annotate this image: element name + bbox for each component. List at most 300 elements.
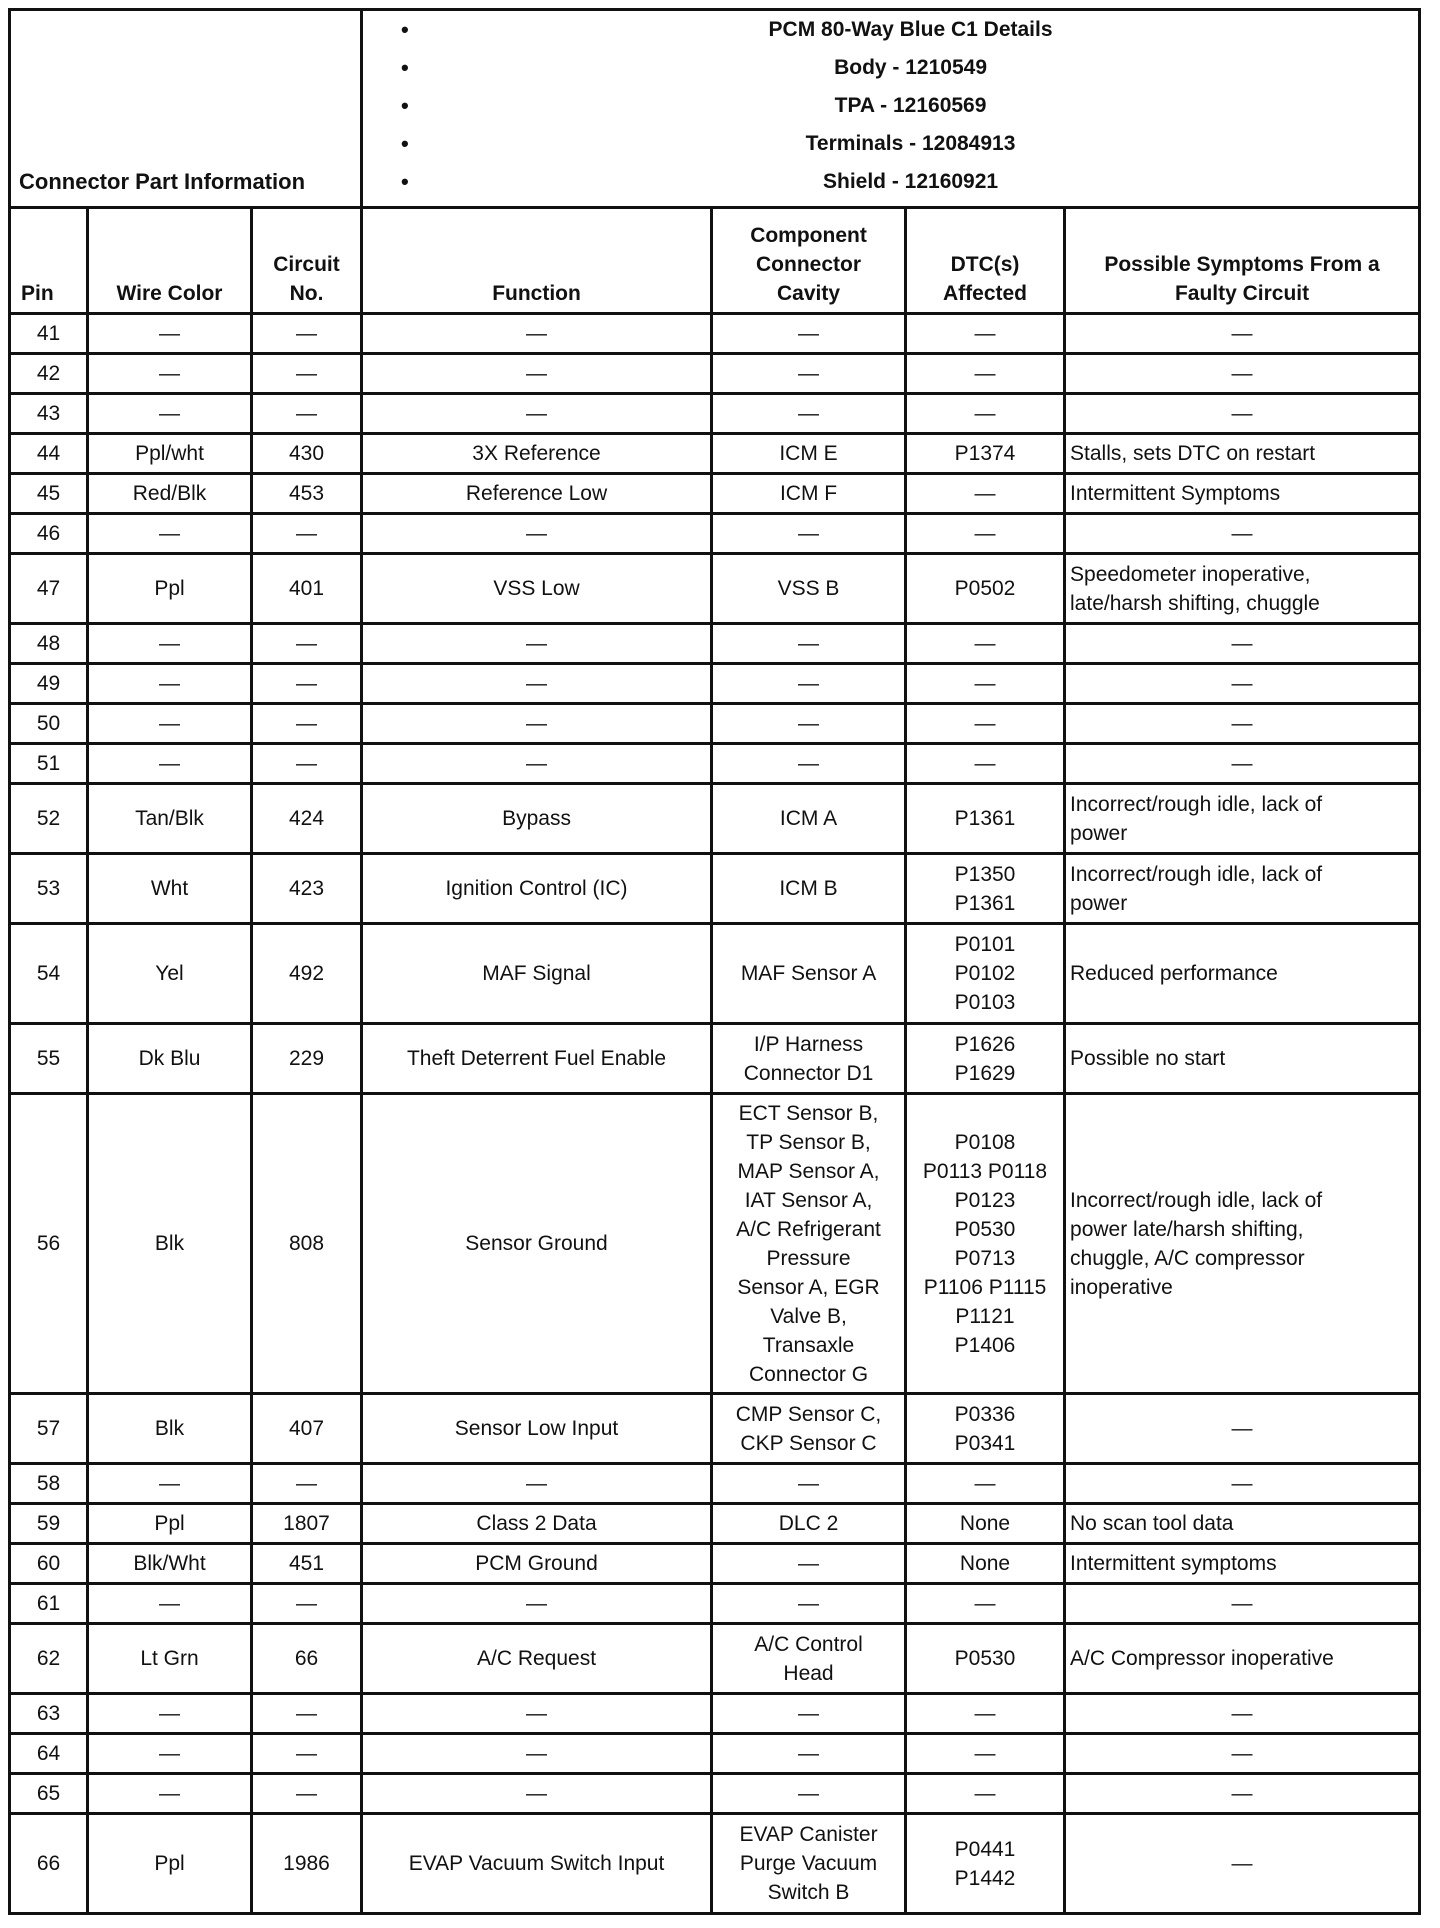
text-line: — bbox=[1231, 752, 1253, 775]
text-line: CKP Sensor C bbox=[740, 1431, 877, 1455]
table-row bbox=[10, 434, 1420, 474]
text-line: P0530 bbox=[954, 1217, 1016, 1241]
wire-color-cell: Blk/Wht bbox=[88, 1544, 252, 1584]
text-line: Speedometer inoperative, bbox=[1070, 562, 1311, 586]
pin-cell: 46 bbox=[10, 514, 88, 554]
text-line: None bbox=[959, 1552, 1011, 1575]
pin-cell: 51 bbox=[10, 744, 88, 784]
text-line: Reduced performance bbox=[1070, 962, 1278, 985]
text-line: Circuit bbox=[273, 253, 340, 276]
text-line: P0341 bbox=[954, 1431, 1016, 1455]
symptoms-cell bbox=[1065, 434, 1420, 474]
cavity-cell bbox=[712, 314, 906, 354]
symptoms-cell bbox=[1065, 314, 1420, 354]
wire-color-cell: — bbox=[88, 1774, 252, 1814]
table-row bbox=[10, 1624, 1420, 1694]
wire-color-cell: — bbox=[88, 1464, 252, 1504]
text-line: P1361 bbox=[954, 807, 1016, 830]
text-line: MAF Sensor A bbox=[740, 962, 877, 985]
symptoms-cell bbox=[1065, 394, 1420, 434]
circuit-cell: — bbox=[252, 354, 362, 394]
table-row bbox=[10, 474, 1420, 514]
cavity-cell bbox=[712, 514, 906, 554]
cavity-cell bbox=[712, 1814, 906, 1914]
circuit-cell: — bbox=[252, 314, 362, 354]
dtc-cell bbox=[906, 664, 1065, 704]
cavity-cell bbox=[712, 1024, 906, 1094]
pin-cell: 44 bbox=[10, 434, 88, 474]
text-line: Possible no start bbox=[1070, 1047, 1226, 1070]
text-line: — bbox=[1231, 402, 1253, 425]
text-line: — bbox=[798, 712, 820, 735]
text-line: P0101 bbox=[954, 933, 1016, 956]
text-line: P1121 bbox=[955, 1304, 1015, 1328]
dtc-cell bbox=[906, 314, 1065, 354]
text-line: MAP Sensor A, bbox=[737, 1159, 880, 1183]
dtc-cell bbox=[906, 394, 1065, 434]
cavity-cell bbox=[712, 704, 906, 744]
dtc-cell bbox=[906, 354, 1065, 394]
circuit-cell: 66 bbox=[252, 1624, 362, 1694]
pin-cell: 61 bbox=[10, 1584, 88, 1624]
symptoms-cell bbox=[1065, 514, 1420, 554]
text-line: Purge Vacuum bbox=[739, 1852, 878, 1875]
text-line: Sensor A, EGR bbox=[737, 1275, 880, 1299]
text-line: — bbox=[974, 1702, 996, 1725]
cavity-cell bbox=[712, 784, 906, 854]
dtc-cell bbox=[906, 624, 1065, 664]
text-line: — bbox=[974, 1742, 996, 1765]
text-line: P1629 bbox=[954, 1061, 1016, 1085]
wire-color-cell: — bbox=[88, 394, 252, 434]
connector-part-info-title: Connector Part Information bbox=[10, 10, 362, 208]
text-line: power bbox=[1070, 821, 1128, 845]
connector-details bbox=[362, 10, 1420, 208]
function-cell: — bbox=[362, 704, 712, 744]
bullet-icon: • bbox=[401, 17, 409, 42]
table-row bbox=[10, 514, 1420, 554]
text-line: — bbox=[798, 362, 820, 385]
pin-cell: 62 bbox=[10, 1624, 88, 1694]
table-row bbox=[10, 704, 1420, 744]
pin-cell: 42 bbox=[10, 354, 88, 394]
dtc-cell bbox=[906, 784, 1065, 854]
text-line: — bbox=[798, 1552, 820, 1575]
dtc-cell bbox=[906, 1584, 1065, 1624]
text-line: — bbox=[974, 1472, 996, 1495]
function-cell: — bbox=[362, 1694, 712, 1734]
detail-text: Shield - 12160921 bbox=[822, 170, 999, 193]
symptoms-cell bbox=[1065, 1394, 1420, 1464]
function-cell: 3X Reference bbox=[362, 434, 712, 474]
function-cell: — bbox=[362, 1774, 712, 1814]
cavity-cell bbox=[712, 1694, 906, 1734]
dtc-cell bbox=[906, 704, 1065, 744]
text-line: — bbox=[1231, 362, 1253, 385]
table-row bbox=[10, 1024, 1420, 1094]
pin-cell: 65 bbox=[10, 1774, 88, 1814]
wire-color-cell: Tan/Blk bbox=[88, 784, 252, 854]
table-row bbox=[10, 784, 1420, 854]
detail-text: PCM 80-Way Blue C1 Details bbox=[768, 18, 1053, 41]
text-line: — bbox=[974, 632, 996, 655]
function-cell: — bbox=[362, 314, 712, 354]
pin-cell: 63 bbox=[10, 1694, 88, 1734]
table-row bbox=[10, 1464, 1420, 1504]
part-info-row bbox=[10, 10, 1420, 208]
col-function-header: Function bbox=[362, 208, 712, 314]
wire-color-cell: Blk bbox=[88, 1094, 252, 1394]
symptoms-cell bbox=[1065, 1024, 1420, 1094]
dtc-cell bbox=[906, 434, 1065, 474]
cavity-cell bbox=[712, 664, 906, 704]
text-line: — bbox=[974, 672, 996, 695]
wire-color-cell: Wht bbox=[88, 854, 252, 924]
symptoms-cell bbox=[1065, 354, 1420, 394]
dtc-cell bbox=[906, 1544, 1065, 1584]
wire-color-cell: — bbox=[88, 314, 252, 354]
connector-table bbox=[8, 8, 1421, 1915]
text-line: VSS B bbox=[777, 577, 840, 600]
text-line: Intermittent Symptoms bbox=[1070, 482, 1281, 505]
text-line: DTC(s) bbox=[950, 253, 1020, 276]
dtc-cell bbox=[906, 924, 1065, 1024]
text-line: Incorrect/rough idle, lack of bbox=[1070, 862, 1323, 886]
dtc-cell bbox=[906, 474, 1065, 514]
text-line: Component bbox=[750, 224, 867, 247]
dtc-cell bbox=[906, 1394, 1065, 1464]
detail-line bbox=[363, 49, 1418, 87]
col-symptoms-header bbox=[1065, 208, 1420, 314]
text-line: power bbox=[1070, 891, 1128, 915]
cavity-cell bbox=[712, 1624, 906, 1694]
col-wire-color-header: Wire Color bbox=[88, 208, 252, 314]
text-line: P0441 bbox=[954, 1837, 1016, 1861]
table-row bbox=[10, 1504, 1420, 1544]
text-line: EVAP Canister bbox=[739, 1823, 878, 1846]
text-line: Connector D1 bbox=[743, 1061, 874, 1085]
wire-color-cell: — bbox=[88, 354, 252, 394]
function-cell: Bypass bbox=[362, 784, 712, 854]
table-row bbox=[10, 854, 1420, 924]
wire-color-cell: Dk Blu bbox=[88, 1024, 252, 1094]
pin-cell: 50 bbox=[10, 704, 88, 744]
function-cell: PCM Ground bbox=[362, 1544, 712, 1584]
function-cell: Sensor Low Input bbox=[362, 1394, 712, 1464]
text-line: — bbox=[798, 1742, 820, 1765]
pin-cell: 53 bbox=[10, 854, 88, 924]
cavity-cell bbox=[712, 624, 906, 664]
pin-cell: 52 bbox=[10, 784, 88, 854]
dtc-cell bbox=[906, 1464, 1065, 1504]
function-cell: — bbox=[362, 1464, 712, 1504]
column-header-row bbox=[10, 208, 1420, 314]
detail-text: TPA - 12160569 bbox=[834, 94, 987, 117]
wire-color-cell: — bbox=[88, 1584, 252, 1624]
table-row bbox=[10, 1734, 1420, 1774]
bullet-icon: • bbox=[401, 169, 409, 194]
text-line: P1350 bbox=[954, 862, 1016, 886]
text-line: No scan tool data bbox=[1070, 1512, 1234, 1535]
circuit-cell: — bbox=[252, 704, 362, 744]
function-cell: MAF Signal bbox=[362, 924, 712, 1024]
text-line: — bbox=[798, 1472, 820, 1495]
cavity-cell bbox=[712, 1394, 906, 1464]
wire-color-cell: Blk bbox=[88, 1394, 252, 1464]
text-line: — bbox=[1231, 1742, 1253, 1765]
circuit-cell: 451 bbox=[252, 1544, 362, 1584]
cavity-cell bbox=[712, 394, 906, 434]
function-cell: — bbox=[362, 1734, 712, 1774]
text-line: chuggle, A/C compressor bbox=[1070, 1246, 1305, 1270]
circuit-cell: — bbox=[252, 1464, 362, 1504]
function-cell: Class 2 Data bbox=[362, 1504, 712, 1544]
text-line: P0103 bbox=[954, 991, 1016, 1014]
dtc-cell bbox=[906, 1624, 1065, 1694]
pin-cell: 54 bbox=[10, 924, 88, 1024]
symptoms-cell bbox=[1065, 1694, 1420, 1734]
text-line: ECT Sensor B, bbox=[738, 1101, 879, 1125]
wire-color-cell: — bbox=[88, 1734, 252, 1774]
text-line: ICM A bbox=[779, 807, 838, 830]
function-cell: — bbox=[362, 1584, 712, 1624]
wire-color-cell: Yel bbox=[88, 924, 252, 1024]
text-line: Connector G bbox=[748, 1362, 869, 1386]
text-line: — bbox=[798, 1782, 820, 1805]
function-cell: Reference Low bbox=[362, 474, 712, 514]
text-line: — bbox=[974, 1782, 996, 1805]
text-line: — bbox=[974, 522, 996, 545]
col-pin-header: Pin bbox=[10, 208, 88, 314]
circuit-cell: 423 bbox=[252, 854, 362, 924]
text-line: — bbox=[974, 712, 996, 735]
cavity-cell bbox=[712, 474, 906, 514]
text-line: — bbox=[974, 752, 996, 775]
circuit-cell: 808 bbox=[252, 1094, 362, 1394]
text-line: Affected bbox=[943, 282, 1028, 305]
pin-cell: 64 bbox=[10, 1734, 88, 1774]
table-row bbox=[10, 314, 1420, 354]
cavity-cell bbox=[712, 1464, 906, 1504]
circuit-cell: 401 bbox=[252, 554, 362, 624]
text-line: P0102 bbox=[954, 962, 1016, 985]
symptoms-cell bbox=[1065, 924, 1420, 1024]
col-dtc-header bbox=[906, 208, 1065, 314]
circuit-cell: — bbox=[252, 394, 362, 434]
text-line: DLC 2 bbox=[778, 1512, 839, 1535]
pin-cell: 43 bbox=[10, 394, 88, 434]
text-line: — bbox=[798, 322, 820, 345]
function-cell: VSS Low bbox=[362, 554, 712, 624]
detail-line bbox=[363, 163, 1418, 201]
circuit-cell: — bbox=[252, 1774, 362, 1814]
text-line: Cavity bbox=[777, 282, 841, 305]
circuit-cell: 1807 bbox=[252, 1504, 362, 1544]
dtc-cell bbox=[906, 1694, 1065, 1734]
symptoms-cell bbox=[1065, 784, 1420, 854]
text-line: Stalls, sets DTC on restart bbox=[1070, 442, 1316, 465]
pin-cell: 48 bbox=[10, 624, 88, 664]
text-line: P1626 bbox=[954, 1032, 1016, 1056]
pin-cell: 55 bbox=[10, 1024, 88, 1094]
circuit-cell: — bbox=[252, 744, 362, 784]
cavity-cell bbox=[712, 1504, 906, 1544]
bullet-icon: • bbox=[401, 131, 409, 156]
text-line: P1361 bbox=[954, 891, 1016, 915]
symptoms-cell bbox=[1065, 1504, 1420, 1544]
text-line: Incorrect/rough idle, lack of bbox=[1070, 792, 1323, 816]
pin-cell: 58 bbox=[10, 1464, 88, 1504]
bullet-icon: • bbox=[401, 55, 409, 80]
wire-color-cell: Red/Blk bbox=[88, 474, 252, 514]
cavity-cell bbox=[712, 354, 906, 394]
text-line: — bbox=[1231, 712, 1253, 735]
detail-text: Terminals - 12084913 bbox=[805, 132, 1016, 155]
wire-color-cell: — bbox=[88, 624, 252, 664]
detail-line bbox=[363, 87, 1418, 125]
text-line: P1374 bbox=[954, 442, 1016, 465]
symptoms-cell bbox=[1065, 1774, 1420, 1814]
text-line: — bbox=[1231, 1417, 1253, 1440]
cavity-cell bbox=[712, 1094, 906, 1394]
pin-cell: 47 bbox=[10, 554, 88, 624]
table-row bbox=[10, 554, 1420, 624]
function-cell: — bbox=[362, 514, 712, 554]
table-row bbox=[10, 1094, 1420, 1394]
text-line: — bbox=[1231, 1592, 1253, 1615]
cavity-cell bbox=[712, 554, 906, 624]
text-line: — bbox=[974, 362, 996, 385]
col-circuit-header bbox=[252, 208, 362, 314]
text-line: Head bbox=[783, 1661, 834, 1685]
function-cell: — bbox=[362, 354, 712, 394]
text-line: — bbox=[798, 632, 820, 655]
symptoms-cell bbox=[1065, 1094, 1420, 1394]
pin-cell: 60 bbox=[10, 1544, 88, 1584]
symptoms-cell bbox=[1065, 554, 1420, 624]
text-line: — bbox=[798, 522, 820, 545]
text-line: P0123 bbox=[954, 1188, 1016, 1212]
pin-cell: 49 bbox=[10, 664, 88, 704]
table-row bbox=[10, 624, 1420, 664]
text-line: — bbox=[974, 482, 996, 505]
wire-color-cell: Ppl/wht bbox=[88, 434, 252, 474]
symptoms-cell bbox=[1065, 1464, 1420, 1504]
text-line: inoperative bbox=[1070, 1275, 1173, 1299]
text-line: ICM B bbox=[779, 877, 838, 900]
dtc-cell bbox=[906, 854, 1065, 924]
text-line: Pressure bbox=[766, 1246, 851, 1270]
cavity-cell bbox=[712, 924, 906, 1024]
text-line: — bbox=[974, 322, 996, 345]
pin-cell: 66 bbox=[10, 1814, 88, 1914]
dtc-cell bbox=[906, 1734, 1065, 1774]
connector-document bbox=[8, 8, 1418, 1915]
wire-color-cell: — bbox=[88, 514, 252, 554]
pin-cell: 45 bbox=[10, 474, 88, 514]
circuit-cell: 492 bbox=[252, 924, 362, 1024]
table-row bbox=[10, 924, 1420, 1024]
pin-cell: 57 bbox=[10, 1394, 88, 1464]
function-cell: — bbox=[362, 394, 712, 434]
text-line: — bbox=[798, 1702, 820, 1725]
dtc-cell bbox=[906, 1094, 1065, 1394]
text-line: P0113 P0118 bbox=[922, 1159, 1048, 1183]
circuit-cell: 424 bbox=[252, 784, 362, 854]
text-line: late/harsh shifting, chuggle bbox=[1070, 591, 1320, 615]
text-line: — bbox=[1231, 1472, 1253, 1495]
table-row bbox=[10, 1694, 1420, 1734]
text-line: power late/harsh shifting, bbox=[1070, 1217, 1304, 1241]
circuit-cell: 407 bbox=[252, 1394, 362, 1464]
dtc-cell bbox=[906, 1774, 1065, 1814]
wire-color-cell: Ppl bbox=[88, 1504, 252, 1544]
text-line: — bbox=[1231, 672, 1253, 695]
function-cell: — bbox=[362, 744, 712, 784]
function-cell: Theft Deterrent Fuel Enable bbox=[362, 1024, 712, 1094]
cavity-cell bbox=[712, 1584, 906, 1624]
detail-line bbox=[363, 11, 1418, 49]
symptoms-cell bbox=[1065, 474, 1420, 514]
circuit-cell: — bbox=[252, 664, 362, 704]
symptoms-cell bbox=[1065, 1814, 1420, 1914]
text-line: No. bbox=[289, 282, 324, 305]
text-line: — bbox=[798, 752, 820, 775]
wire-color-cell: — bbox=[88, 744, 252, 784]
function-cell: EVAP Vacuum Switch Input bbox=[362, 1814, 712, 1914]
text-line: IAT Sensor A, bbox=[744, 1188, 873, 1212]
text-line: P0336 bbox=[954, 1402, 1016, 1426]
text-line: A/C Compressor inoperative bbox=[1070, 1647, 1334, 1670]
text-line: — bbox=[974, 402, 996, 425]
bullet-icon: • bbox=[401, 93, 409, 118]
wire-color-cell: Ppl bbox=[88, 554, 252, 624]
table-row bbox=[10, 1814, 1420, 1914]
text-line: — bbox=[798, 672, 820, 695]
text-line: Transaxle bbox=[762, 1333, 855, 1357]
pin-cell: 59 bbox=[10, 1504, 88, 1544]
text-line: Possible Symptoms From a bbox=[1104, 253, 1380, 276]
wire-color-cell: — bbox=[88, 664, 252, 704]
col-cavity-header bbox=[712, 208, 906, 314]
function-cell: Sensor Ground bbox=[362, 1094, 712, 1394]
text-line: P0502 bbox=[954, 577, 1016, 600]
text-line: — bbox=[974, 1592, 996, 1615]
text-line: — bbox=[1231, 1852, 1253, 1875]
circuit-cell: — bbox=[252, 514, 362, 554]
text-line: Connector bbox=[756, 253, 862, 276]
text-line: I/P Harness bbox=[753, 1032, 864, 1056]
function-cell: — bbox=[362, 624, 712, 664]
symptoms-cell bbox=[1065, 744, 1420, 784]
dtc-cell bbox=[906, 1024, 1065, 1094]
dtc-cell bbox=[906, 554, 1065, 624]
text-line: P1106 P1115 bbox=[923, 1275, 1047, 1299]
text-line: — bbox=[1231, 1782, 1253, 1805]
text-line: A/C Refrigerant bbox=[736, 1217, 881, 1241]
text-line: Incorrect/rough idle, lack of bbox=[1070, 1188, 1323, 1212]
cavity-cell bbox=[712, 1544, 906, 1584]
cavity-cell bbox=[712, 1774, 906, 1814]
dtc-cell bbox=[906, 744, 1065, 784]
wire-color-cell: — bbox=[88, 704, 252, 744]
table-row bbox=[10, 664, 1420, 704]
circuit-cell: — bbox=[252, 1694, 362, 1734]
cavity-cell bbox=[712, 854, 906, 924]
text-line: Switch B bbox=[767, 1881, 850, 1904]
text-line: CMP Sensor C, bbox=[735, 1402, 882, 1426]
detail-text: Body - 1210549 bbox=[834, 56, 987, 79]
